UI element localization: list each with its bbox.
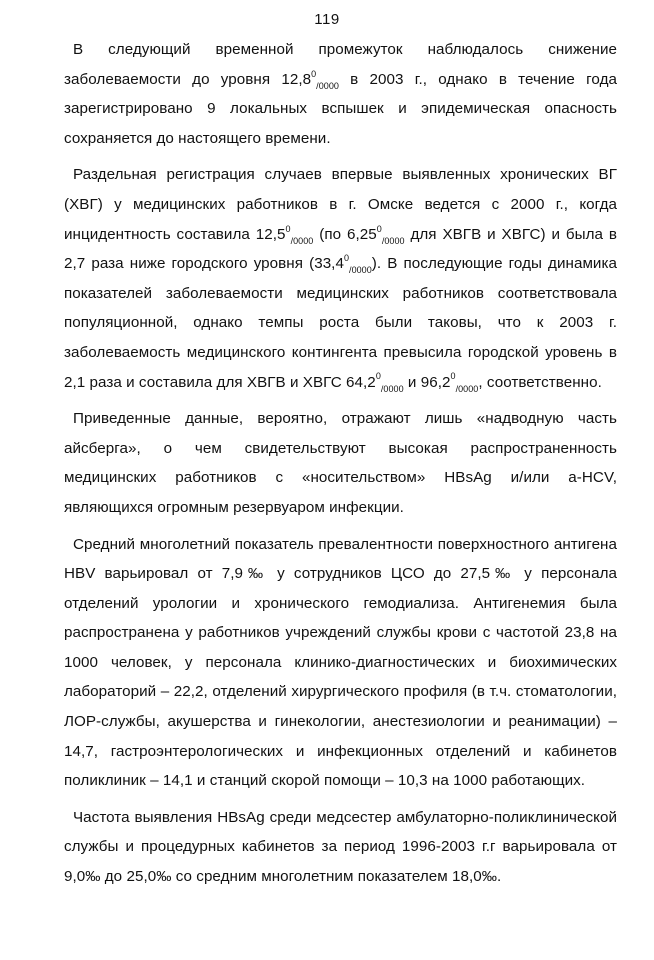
text-run: (по 6,25 (313, 225, 377, 243)
paragraph-4 (64, 530, 617, 796)
subscript: /0000 (349, 265, 372, 276)
subscript: /0000 (380, 383, 404, 394)
text-run: ). В последующие годы динамика показателей заболеваемости медицинских работников соответствовала популяционной, однако темпы роста были таковы, что к 2003 г. заболеваемость медицинского контингента превысила городской уровень в 2,1 раза и составила для ХВГВ и ХВГС 64,2 (64, 255, 617, 391)
page-number: 119 (314, 11, 340, 28)
subscript: /0000 (455, 383, 479, 394)
subscript: /0000 (290, 235, 314, 246)
paragraph-3 (64, 404, 617, 522)
paragraph-5 (64, 803, 617, 892)
paragraph-1 (64, 35, 617, 153)
text-run: , соответственно. (478, 373, 602, 391)
subscript: /0000 (316, 80, 339, 91)
superscript: 0 (311, 68, 317, 79)
text-run: В следующий временной промежуток наблюдалось снижение заболеваемости до уровня 12,8 (64, 41, 617, 88)
superscript: 0 (343, 253, 350, 264)
paragraph-2 (64, 160, 617, 397)
superscript: 0 (450, 371, 456, 382)
superscript: 0 (285, 223, 291, 234)
text-run: Приведенные данные, вероятно, отражают лишь «надводную часть айсберга», о чем свидетельствуют высокая распространенность медицинских работников с «носительством» HBsAg и/или a-HCV, являющихся огромным резервуаром инфекции. (64, 410, 617, 516)
body-text (64, 35, 617, 899)
text-run: для ХВГВ и ХВГС) и была в 2,7 раза ниже городского уровня (33,4 (64, 225, 618, 273)
superscript: 0 (375, 371, 381, 382)
superscript: 0 (376, 223, 382, 234)
subscript: /0000 (381, 235, 405, 246)
text-run: Частота выявления HBsAg среди медсестер амбулаторно-поликлинической службы и процедурных кабинетов за период 1996-2003 г.г варьировала от 9,0‰ до 25,0‰ со средним многолетним показателем 18,0‰. (64, 808, 617, 886)
text-run: Средний многолетний показатель превалентности поверхностного антигена HBV варьировал от 7,9‰ у сотрудников ЦСО до 27,5‰ у персонала отделений урологии и хронического гемодиализа. Антигенемия была распространена у работников учреждений службы крови с частотой 23,8 на 1000 человек, у персонала клинико-диагностических и биохимических лабораторий – 22,2, отделений хирургического профиля (в т.ч. стоматологии, ЛОР-службы, акушерства и гинекологии, анестезиологии и реанимации) – 14,7, гастроэнтерологических и инфекционных отделений и кабинетов поликлиник – 14,1 и станций скорой помощи – 10,3 на 1000 работающих. (64, 535, 617, 790)
text-run: Раздельная регистрация случаев впервые выявленных хронических ВГ (ХВГ) у медицинских работников в г. Омске ведется с 2000 г., когда инцидентность составила 12,5 (64, 166, 617, 243)
text-run: в 2003 г., однако в течение года зарегистрировано 9 локальных вспышек и эпидемическая опасность сохраняется до настоящего времени. (64, 70, 617, 147)
text-run: и 96,2 (403, 373, 451, 391)
